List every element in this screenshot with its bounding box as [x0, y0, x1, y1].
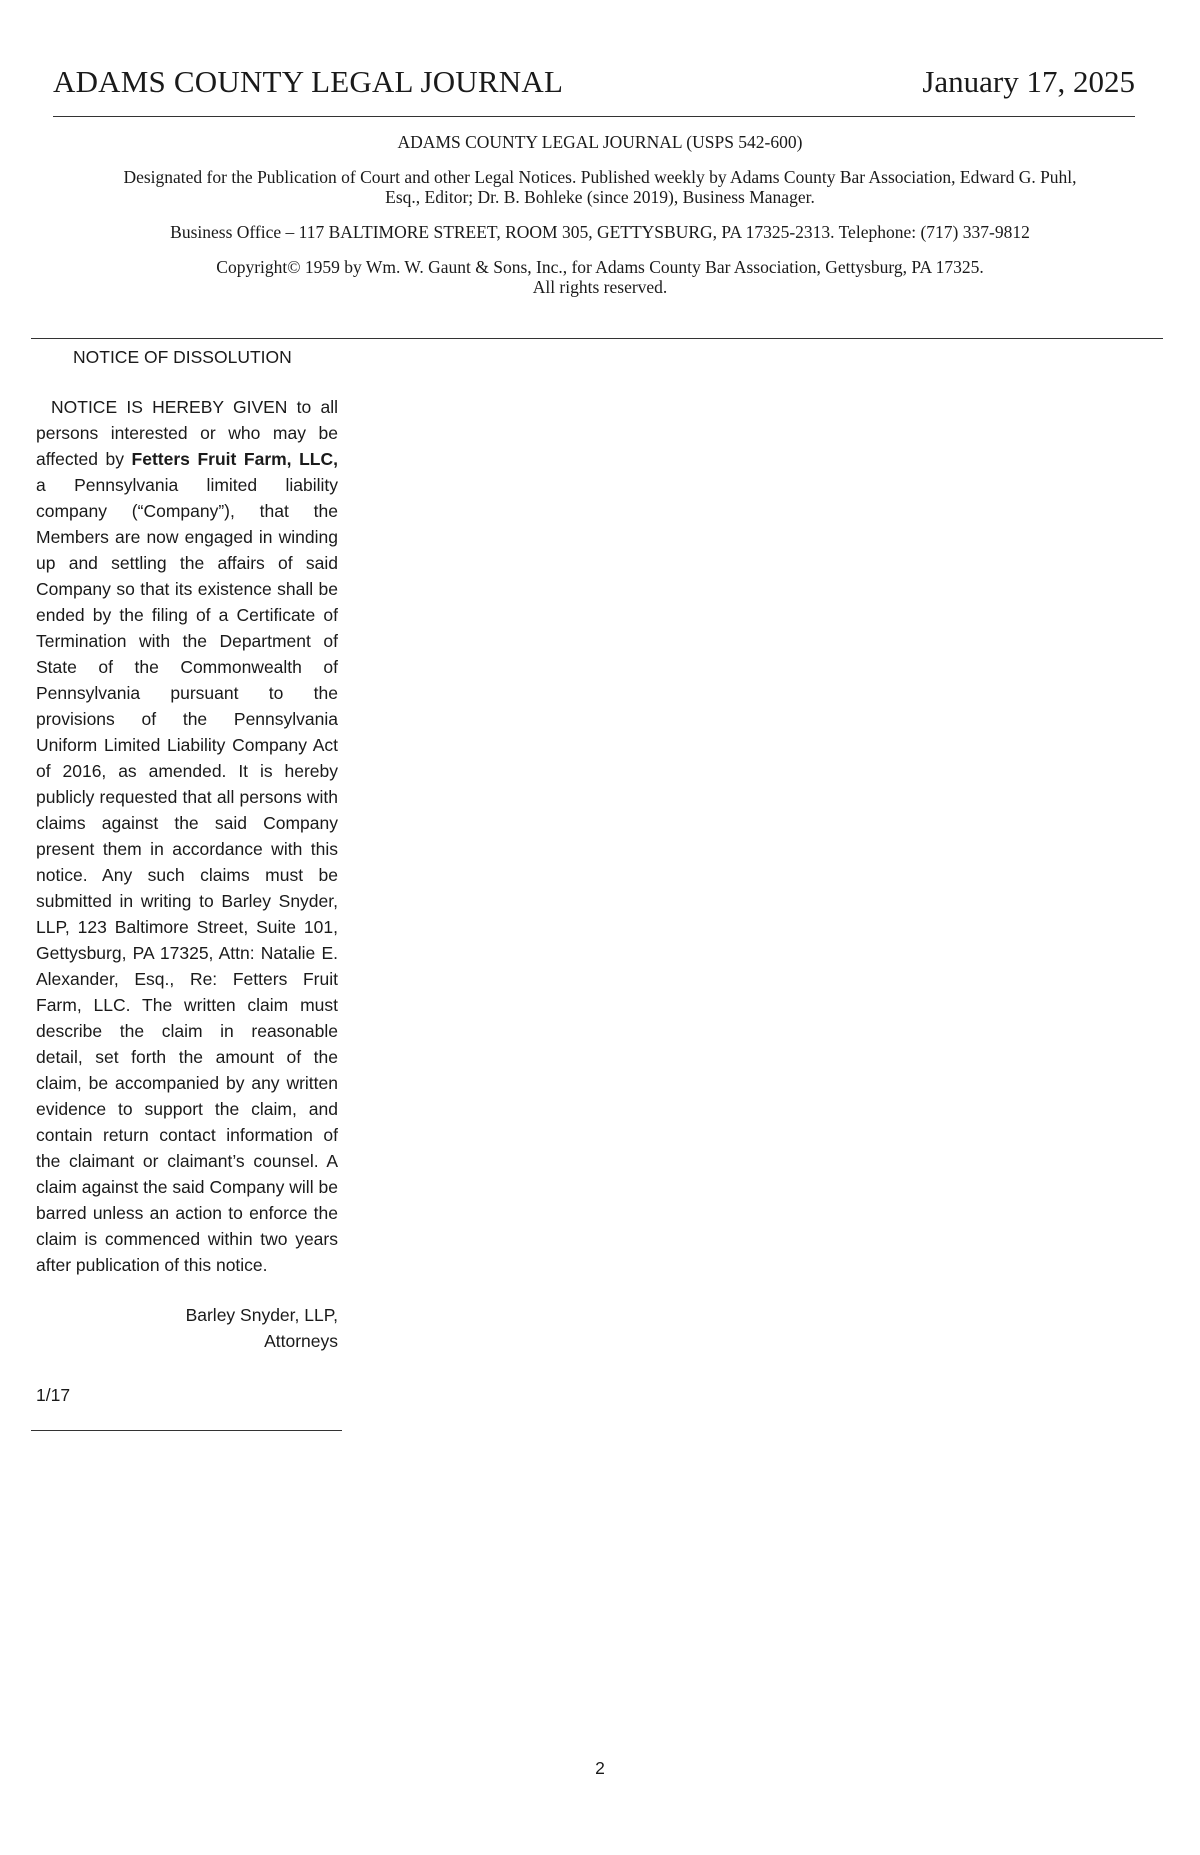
- signature-block: [36, 1302, 338, 1354]
- signature-role: Attorneys: [264, 1331, 338, 1351]
- designation-text: Designated for the Publication of Court and other Legal Notices. Published weekly by Adams County Bar Association, Edward G. Puhl, Esq., Editor; Dr. B. Bohleke (since 2019), Business Manager.: [123, 167, 1077, 207]
- publication-info: [110, 132, 1090, 297]
- journal-title: ADAMS COUNTY LEGAL JOURNAL: [53, 64, 564, 99]
- notice-body: [36, 394, 338, 1278]
- issue-date: January 17, 2025: [922, 64, 1135, 99]
- rights-text: All rights reserved.: [532, 277, 668, 297]
- copyright-text: Copyright© 1959 by Wm. W. Gaunt & Sons, Inc., for Adams County Bar Association, Gettysburg, PA 17325.: [216, 257, 984, 277]
- publication-date-code: 1/17: [36, 1385, 71, 1405]
- masthead: [53, 64, 1135, 117]
- business-office-text: Business Office – 117 BALTIMORE STREET, ROOM 305, GETTYSBURG, PA 17325-2313. Telephone: (717) 337-9812: [170, 222, 1030, 242]
- notice-title: NOTICE OF DISSOLUTION: [73, 347, 292, 367]
- usps-line: ADAMS COUNTY LEGAL JOURNAL (USPS 542-600): [397, 132, 803, 152]
- column-end-divider: [31, 1430, 342, 1431]
- page-number: 2: [595, 1758, 605, 1778]
- signature-firm: Barley Snyder, LLP,: [185, 1305, 338, 1325]
- notice-body-rest: a Pennsylvania limited liability company (“Company”), that the Members are now engaged in winding up and settling the affairs of said Company so that its existence shall be ended by the filing of a Certificate of Termination with the Department of State of the Commonwealth of Pennsylvania pursuant to the provisions of the Pennsylvania Uniform Limited Liability Company Act of 2016, as amended. It is hereby publicly requested that all persons with claims against the said Company present them in accordance with this notice. Any such claims must be submitted in writing to Barley Snyder, LLP, 123 Baltimore Street, Suite 101, Gettysburg, PA 17325, Attn: Natalie E. Alexander, Esq., Re: Fetters Fruit Farm, LLC. The written claim must describe the claim in reasonable detail, set forth the amount of the claim, be accompanied by any written evidence to support the claim, and contain return contact information of the claimant or claimant’s counsel. A claim against the said Company will be barred unless an action to enforce the claim is commenced within two years after publication of this notice.: [36, 475, 338, 1275]
- notice-body-intro: NOTICE IS HEREBY GIVEN to all persons interested or who may be affected by: [36, 397, 338, 469]
- company-name: Fetters Fruit Farm, LLC,: [131, 449, 338, 469]
- copyright-block: [110, 257, 1090, 297]
- section-divider: [31, 338, 1163, 339]
- notice-column: [36, 344, 338, 1408]
